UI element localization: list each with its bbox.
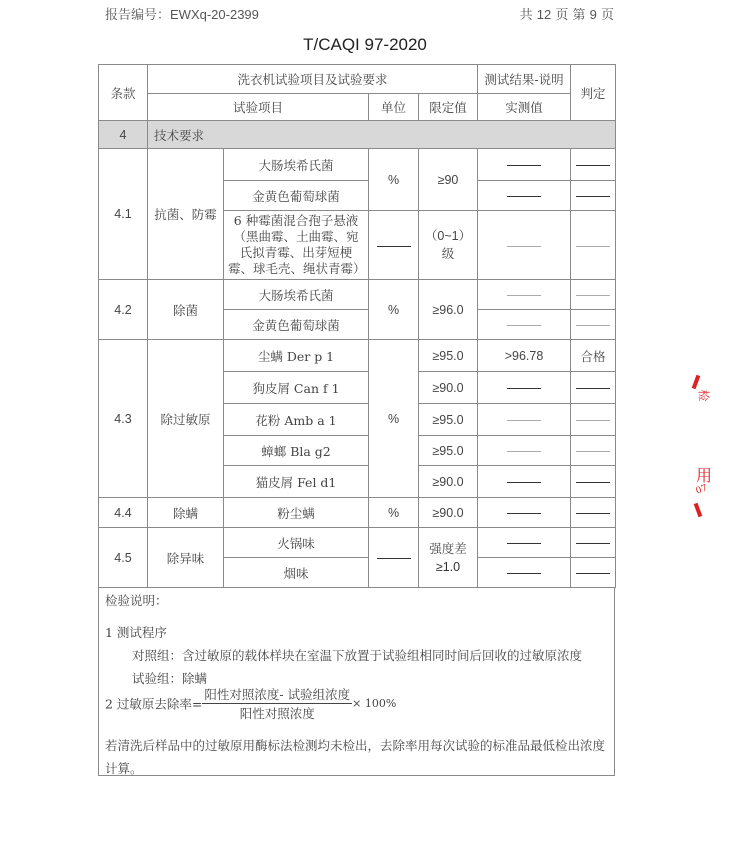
- header-group: 洗衣机试验项目及试验要求: [148, 65, 478, 94]
- item-4-3-a: 尘螨 Der p 1: [224, 340, 369, 372]
- stamp-text-3: 07: [694, 483, 709, 497]
- dash-icon: [576, 325, 610, 326]
- category-4-4: 除螨: [148, 498, 224, 528]
- notes-formula: [105, 685, 396, 722]
- header-item: 试验项目: [148, 94, 369, 121]
- unit-4-1-c: [369, 211, 419, 280]
- clause-4-5: 4.5: [99, 528, 148, 588]
- verdict-4-2-b: [571, 310, 616, 340]
- notes-control-group: 对照组：含过敏原的载体样块在室温下放置于试验组相同时间后回收的过敏原浓度: [132, 648, 583, 663]
- page-current: 9: [589, 7, 597, 22]
- verdict-4-3-d: [571, 436, 616, 466]
- stamp-mark-icon: [694, 503, 703, 518]
- measured-4-3-c: [478, 404, 571, 436]
- measured-4-3-b: [478, 372, 571, 404]
- header-result-group: 测试结果-说明: [478, 65, 571, 94]
- item-4-2-a: 大肠埃希氏菌: [224, 280, 369, 310]
- dash-icon: [507, 295, 541, 296]
- report-number-value: EWXq-20-2399: [170, 7, 259, 22]
- clause-4-2: 4.2: [99, 280, 148, 340]
- dash-icon: [507, 246, 541, 247]
- measured-4-2-a: [478, 280, 571, 310]
- header-clause: 条款: [99, 65, 148, 121]
- category-4-5: 除异味: [148, 528, 224, 588]
- dash-icon: [507, 165, 541, 166]
- verdict-4-4: [571, 498, 616, 528]
- item-4-1-b: 金黄色葡萄球菌: [224, 181, 369, 211]
- verdict-4-1-a: [571, 149, 616, 181]
- limit-4-5: [419, 528, 478, 588]
- page-current-suffix: 页: [600, 8, 614, 23]
- item-4-3-c: 花粉 Amb a 1: [224, 404, 369, 436]
- dash-icon: [576, 573, 610, 574]
- dash-icon: [576, 196, 610, 197]
- pages-total: 12: [536, 7, 552, 22]
- dash-icon: [576, 295, 610, 296]
- dash-icon: [576, 246, 610, 247]
- measured-4-3-e: [478, 466, 571, 498]
- category-4-3: 除过敏原: [148, 340, 224, 498]
- limit-4-1: ≥90: [419, 149, 478, 211]
- dash-icon: [377, 558, 411, 559]
- verdict-4-1-c: [571, 211, 616, 280]
- dash-icon: [507, 196, 541, 197]
- notes-remark-line1: 若清洗后样品中的过敏原用酶标法检测均未检出，去除率用每次试验的标准品最低检出浓度: [105, 738, 606, 753]
- header-verdict: 判定: [571, 65, 616, 121]
- verdict-4-5-b: [571, 558, 616, 588]
- measured-4-3-a: >96.78: [478, 340, 571, 372]
- dash-icon: [576, 451, 610, 452]
- stamp-text-2: 用: [696, 466, 713, 485]
- dash-icon: [507, 451, 541, 452]
- formula-denominator: 阳性对照浓度: [239, 706, 315, 721]
- dash-icon: [507, 388, 541, 389]
- item-4-3-b: 狗皮屑 Can f 1: [224, 372, 369, 404]
- clause-4-4: 4.4: [99, 498, 148, 528]
- formula-fraction: [202, 685, 352, 722]
- test-notes: [98, 587, 615, 776]
- section-number: 4: [99, 121, 148, 149]
- formula-suffix: × 100%: [352, 697, 397, 710]
- limit-4-3-a: ≥95.0: [419, 340, 478, 372]
- measured-4-4: [478, 498, 571, 528]
- measured-4-5-a: [478, 528, 571, 558]
- section-title: 技术要求: [148, 121, 616, 149]
- limit-4-2: ≥96.0: [419, 280, 478, 340]
- dash-icon: [576, 482, 610, 483]
- item-4-3-d: 蟑螂 Bla g2: [224, 436, 369, 466]
- limit-4-3-e: ≥90.0: [419, 466, 478, 498]
- formula-prefix: 2 过敏原去除率=: [105, 696, 203, 712]
- dash-icon: [507, 573, 541, 574]
- dash-icon: [576, 165, 610, 166]
- limit-4-3-d: ≥95.0: [419, 436, 478, 466]
- verdict-4-3-a: 合格: [571, 340, 616, 372]
- category-4-2: 除菌: [148, 280, 224, 340]
- measured-4-2-b: [478, 310, 571, 340]
- verdict-4-3-c: [571, 404, 616, 436]
- item-4-2-b: 金黄色葡萄球菌: [224, 310, 369, 340]
- dash-icon: [507, 325, 541, 326]
- notes-remark-line2: 计算。: [105, 761, 143, 776]
- dash-icon: [576, 543, 610, 544]
- limit-4-5-line1: 强度差: [429, 540, 467, 556]
- unit-4-3: %: [369, 340, 419, 498]
- header-unit: 单位: [369, 94, 419, 121]
- verdict-4-3-e: [571, 466, 616, 498]
- item-4-1-a: 大肠埃希氏菌: [224, 149, 369, 181]
- item-4-3-e: 猫皮屑 Fel d1: [224, 466, 369, 498]
- dash-icon: [507, 482, 541, 483]
- notes-title: 检验说明：: [105, 593, 168, 608]
- item-4-5-b: 烟味: [224, 558, 369, 588]
- verdict-4-3-b: [571, 372, 616, 404]
- verdict-4-5-a: [571, 528, 616, 558]
- limit-4-1-c: [419, 211, 478, 280]
- dash-icon: [377, 246, 411, 247]
- measured-4-3-d: [478, 436, 571, 466]
- stamp-text-1: 检: [696, 389, 711, 402]
- dash-icon: [576, 513, 610, 514]
- limit-4-3-b: ≥90.0: [419, 372, 478, 404]
- report-number-label: 报告编号：: [105, 8, 171, 23]
- pages-total-suffix: 页 第: [555, 8, 586, 23]
- standard-title: T/CAQI 97-2020: [303, 35, 427, 54]
- measured-4-1-a: [478, 149, 571, 181]
- notes-test-group: 试验组：除螨: [132, 671, 208, 686]
- measured-4-1-c: [478, 211, 571, 280]
- formula-numerator: 阳性对照浓度- 试验组浓度: [204, 687, 351, 702]
- limit-4-1-c-line2: 级: [441, 246, 455, 261]
- unit-4-1: %: [369, 149, 419, 211]
- item-4-1-c: 6 种霉菌混合孢子悬液（黑曲霉、土曲霉、宛氏拟青霉、出芽短梗霉、球毛壳、绳状青霉）: [224, 211, 369, 280]
- clause-4-3: 4.3: [99, 340, 148, 498]
- verdict-4-1-b: [571, 181, 616, 211]
- limit-4-1-c-line1: （0~1）: [424, 229, 472, 243]
- item-4-4-a: 粉尘螨: [224, 498, 369, 528]
- stamp-mark-icon: [692, 375, 701, 390]
- limit-4-4: ≥90.0: [419, 498, 478, 528]
- measured-4-1-b: [478, 181, 571, 211]
- limit-4-5-line2: ≥1.0: [435, 559, 461, 574]
- category-4-1: 抗菌、防霉: [148, 149, 224, 280]
- dash-icon: [576, 420, 610, 421]
- item-4-5-a: 火锅味: [224, 528, 369, 558]
- notes-step-1: [105, 623, 167, 641]
- dash-icon: [576, 388, 610, 389]
- limit-4-3-c: ≥95.0: [419, 404, 478, 436]
- report-number: [105, 4, 259, 23]
- measured-4-5-b: [478, 558, 571, 588]
- header-measured: 实测值: [478, 94, 571, 121]
- dash-icon: [507, 420, 541, 421]
- header-limit: 限定值: [419, 94, 478, 121]
- unit-4-4: %: [369, 498, 419, 528]
- red-stamp: [690, 375, 720, 525]
- pages-total-prefix: 共: [519, 8, 533, 23]
- dash-icon: [507, 513, 541, 514]
- unit-4-2: %: [369, 280, 419, 340]
- page-indicator: [520, 4, 614, 23]
- test-results-table: [98, 64, 616, 588]
- notes-step-1-text: 1 测试程序: [105, 625, 167, 640]
- unit-4-5: [369, 528, 419, 588]
- clause-4-1: 4.1: [99, 149, 148, 280]
- verdict-4-2-a: [571, 280, 616, 310]
- dash-icon: [507, 543, 541, 544]
